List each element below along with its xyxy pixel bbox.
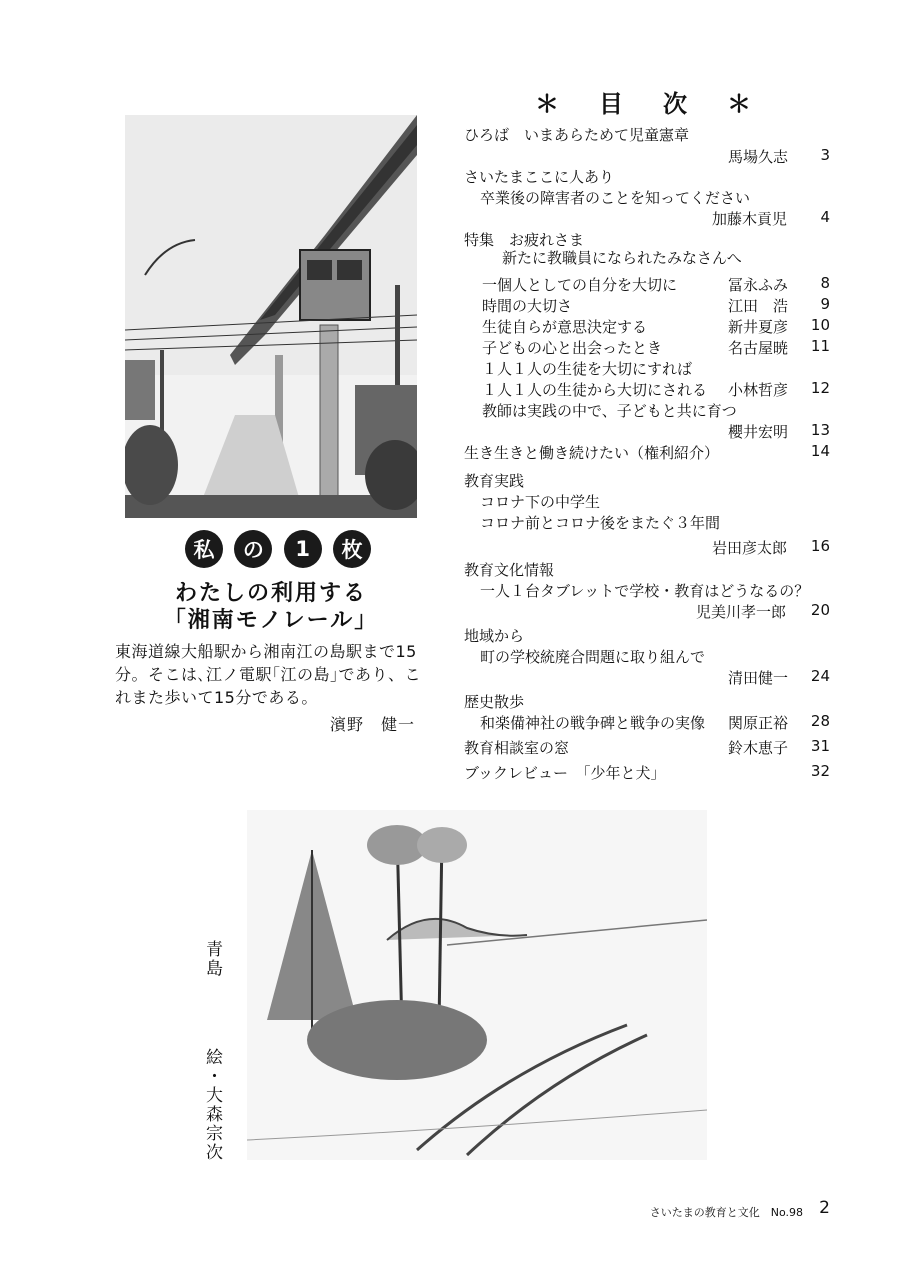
toc-entry-text: 特集 お疲れさま (464, 231, 585, 249)
badge-char: 枚 (333, 530, 371, 568)
photo-title-line1: わたしの利用する (174, 581, 367, 606)
toc-entry-text: １人１人の生徒から大切にされる (482, 381, 708, 399)
toc-entry-text: 卒業後の障害者のことを知ってください (480, 189, 751, 207)
publication-footer: さいたまの教育と文化 No.98 (649, 1206, 803, 1219)
toc-entry-text: コロナ前とコロナ後をまたぐ３年間 (480, 514, 721, 532)
toc-entry-author: 加藤木貢児 (712, 210, 788, 228)
toc-entry-text: 町の学校統廃合問題に取り組んで (480, 648, 706, 666)
toc-entry-author: 関原正裕 (728, 714, 789, 732)
toc-entry-text: 時間の大切さ (482, 297, 573, 315)
toc-entry-text: 生き生きと働き続けたい（権利紹介） (464, 444, 720, 462)
toc-entry-page: 12 (810, 379, 830, 397)
badge-char: 私 (185, 530, 223, 568)
toc-entry-text: 教育実践 (464, 472, 525, 490)
toc-entry-text: 教育相談室の窓 (464, 739, 570, 757)
toc-entry-page: 3 (820, 146, 830, 164)
toc-entry-page: 20 (810, 601, 830, 619)
toc-entry-page: 9 (820, 295, 830, 313)
toc-entry-author: 児美川孝一郎 (696, 603, 787, 621)
toc-entry-text: ひろば いまあらためて児童憲章 (464, 126, 690, 144)
toc-entry-text: 歴史散歩 (464, 693, 525, 711)
toc-entry-page: 8 (820, 274, 830, 292)
toc-entry-author: 新井夏彦 (728, 318, 789, 336)
toc-entry-page: 4 (820, 208, 830, 226)
toc-entry-author: 名古屋暁 (728, 339, 789, 357)
toc-entry-page: 14 (810, 442, 830, 460)
toc-entry-text: さいたまここに人あり (464, 168, 615, 186)
toc-entry-author: 馬場久志 (728, 148, 789, 166)
photo-title-line2: 「湘南モノレール」 (163, 608, 379, 633)
toc-entry-text: 子どもの心と出会ったとき (482, 339, 663, 357)
toc-entry-text: 教師は実践の中で、子どもと共に育つ (482, 402, 737, 420)
toc-entry-page: 10 (810, 316, 830, 334)
badge-char: 1 (284, 530, 322, 568)
toc-entry-page: 11 (810, 337, 830, 355)
toc-entry-page: 32 (810, 762, 830, 780)
toc-entry-page: 16 (810, 537, 830, 555)
toc-entry-author: 江田 浩 (728, 297, 789, 315)
sketch-credit: 絵・大森宗次 (202, 1048, 222, 1162)
toc-entry-page: 13 (810, 421, 830, 439)
aoshima-sketch (247, 810, 707, 1160)
toc-entry-page: 31 (810, 737, 830, 755)
toc-entry-text: 新たに教職員になられたみなさんへ (502, 249, 742, 267)
toc-entry-text: 教育文化情報 (464, 561, 555, 579)
toc-entry-page: 28 (810, 712, 830, 730)
toc-entry-text: 地域から (464, 627, 525, 645)
toc-entry-text: 和楽備神社の戦争碑と戦争の実像 (480, 714, 706, 732)
toc-entry-text: 一人１台タブレットで学校・教育はどうなるの？ (480, 582, 810, 600)
sketch-title: 青島 (202, 940, 222, 978)
photo-description: 東海道線大船駅から湘南江の島駅まで15分。そこは､江ノ電駅｢江の島｣であり、これまた歩いて15分である。 (115, 642, 422, 707)
toc-entry-text: １人１人の生徒を大切にすれば (482, 360, 693, 378)
toc-entry-text: 生徒自らが意思決定する (482, 318, 648, 336)
toc-entry-author: 鈴木恵子 (728, 739, 789, 757)
badge-char: の (234, 530, 272, 568)
page-number: 2 (819, 1198, 830, 1218)
toc-entry-text: 一個人としての自分を大切に (482, 276, 678, 294)
toc-entry-author: 岩田彦太郎 (712, 539, 788, 557)
toc-entry-author: 清田健一 (728, 669, 789, 687)
toc-heading: ＊目次＊ (535, 90, 791, 118)
photo-author: 濱野 健一 (330, 715, 416, 734)
toc-entry-text: コロナ下の中学生 (480, 493, 601, 511)
toc-entry-page: 24 (810, 667, 830, 685)
toc-entry-author: 冨永ふみ (728, 276, 789, 294)
toc-entry-author: 小林哲彦 (728, 381, 789, 399)
toc-entry-author: 櫻井宏明 (728, 423, 789, 441)
toc-entry-text: ブックレビュー 「少年と犬」 (464, 764, 666, 782)
